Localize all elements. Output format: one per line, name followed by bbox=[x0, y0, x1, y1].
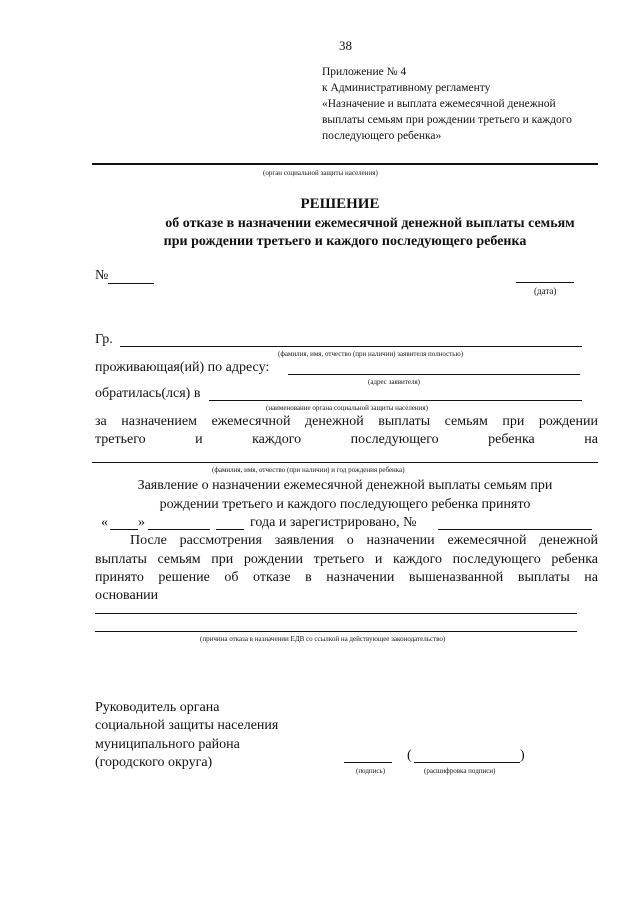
number-label: № bbox=[95, 268, 109, 283]
citizen-line bbox=[120, 346, 582, 347]
applied-caption: (наименование органа социальной защиты населения) bbox=[266, 404, 428, 412]
purpose-word: третьего bbox=[95, 432, 146, 447]
document-title: РЕШЕНИЕ bbox=[300, 196, 380, 212]
reason-line-2 bbox=[95, 631, 577, 632]
purpose-word: и bbox=[195, 432, 203, 447]
decision-line-2: выплаты семьям при рождении третьего и каждого последующего ребенка bbox=[95, 552, 598, 567]
statement-registered: года и зарегистрировано, № bbox=[250, 515, 417, 530]
child-line bbox=[92, 462, 598, 463]
reason-caption: (причина отказа в назначении ЕДВ со ссылкой на действующее законодательство) bbox=[200, 635, 446, 643]
day-line bbox=[110, 529, 138, 530]
document-subtitle-1: об отказе в назначении ежемесячной денежной выплаты семьям bbox=[165, 216, 575, 231]
date-caption: (дата) bbox=[534, 286, 557, 296]
purpose-line-2 bbox=[95, 432, 598, 448]
purpose-line-1: за назначением ежемесячной денежной выплаты семьям при рождении bbox=[95, 414, 598, 429]
signature-line-1: Руководитель органа bbox=[95, 700, 220, 715]
decision-line-1: После рассмотрения заявления о назначении ежемесячной денежной bbox=[130, 533, 598, 548]
document-subtitle-2: при рождении третьего и каждого последующего ребенка bbox=[163, 234, 527, 249]
signature-line-4: (городского округа) bbox=[95, 755, 213, 770]
decode-line bbox=[414, 762, 520, 763]
address-label: проживающая(ий) по адресу: bbox=[95, 360, 270, 375]
purpose-word: каждого bbox=[252, 432, 302, 447]
annex-line-3: «Назначение и выплата ежемесячной денежной bbox=[322, 98, 556, 110]
signature-line-2: социальной защиты населения bbox=[95, 718, 279, 733]
page-number: 38 bbox=[339, 38, 352, 53]
address-caption: (адрес заявителя) bbox=[368, 378, 420, 386]
purpose-word: ребенка bbox=[488, 432, 535, 447]
decode-paren-open: ( bbox=[407, 748, 412, 763]
decision-line-3: принято решение об отказе в назначении вышеназванной выплаты на bbox=[95, 570, 598, 585]
reason-line-1 bbox=[95, 613, 577, 614]
year-line bbox=[216, 529, 244, 530]
child-caption: (фамилия, имя, отчество (при наличии) и год рождения ребенка) bbox=[212, 466, 405, 474]
number-line bbox=[108, 283, 154, 284]
citizen-label: Гр. bbox=[95, 332, 113, 347]
address-line bbox=[288, 374, 580, 375]
statement-line-1: Заявление о назначении ежемесячной денежной выплаты семьям при bbox=[137, 478, 553, 493]
purpose-word: последующего bbox=[350, 432, 439, 447]
signature-line-3: муниципального района bbox=[95, 737, 240, 752]
organ-line bbox=[92, 163, 598, 165]
purpose-word: на bbox=[584, 432, 598, 447]
annex-line-2: к Административному регламенту bbox=[322, 82, 491, 94]
registration-number-line bbox=[438, 529, 592, 530]
decode-caption: (расшифровка подписи) bbox=[424, 767, 496, 775]
annex-line-5: последующего ребенка» bbox=[322, 130, 442, 142]
applied-line bbox=[209, 400, 582, 401]
date-line bbox=[516, 282, 574, 283]
organ-caption: (орган социальной защиты населения) bbox=[263, 169, 378, 177]
citizen-caption: (фамилия, имя, отчество (при наличии) заявителя полностью) bbox=[278, 350, 464, 358]
statement-quote-open: « bbox=[101, 515, 108, 530]
sign-caption: (подпись) bbox=[356, 767, 386, 775]
sign-line bbox=[344, 762, 392, 763]
applied-label: обратилась(лся) в bbox=[95, 386, 201, 401]
annex-line-4: выплаты семьям при рождении третьего и каждого bbox=[322, 114, 572, 126]
annex-line-1: Приложение № 4 bbox=[322, 66, 407, 78]
statement-quote-close: » bbox=[138, 515, 145, 530]
statement-line-2: рождении третьего и каждого последующего ребенка принято bbox=[159, 497, 531, 512]
decode-paren-close: ) bbox=[520, 748, 525, 763]
decision-line-4: основании bbox=[95, 588, 159, 603]
month-line bbox=[148, 529, 210, 530]
